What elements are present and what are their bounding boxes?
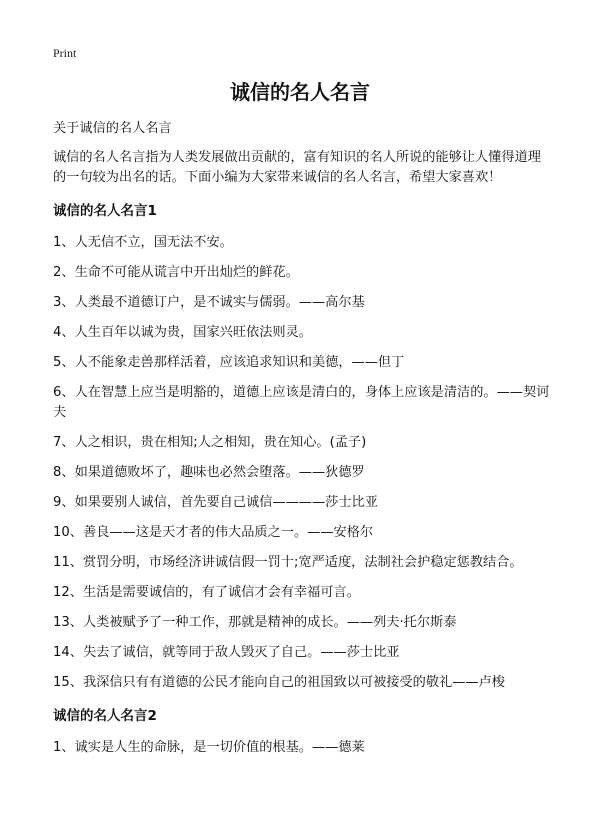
intro-paragraph: 诚信的名人名言指为人类发展做出贡献的，富有知识的名人所说的能够让人懂得道理的一句较为出名的话。下面小编为大家带来诚信的名人名言，希望大家喜欢！ [53,150,541,185]
print-link[interactable]: Print [53,46,77,60]
quote-item: 3、人类最不道德订户，是不诚实与儒弱。——高尔基 [53,295,365,310]
quote-item: 13、人类被赋予了一种工作，那就是精神的成长。——列夫·托尔斯泰 [53,615,457,630]
quote-item: 2、生命不可能从谎言中开出灿烂的鲜花。 [53,265,299,280]
quote-section-1 [53,201,553,693]
quote-item: 12、生活是需要诚信的，有了诚信才会有幸福可言。 [53,585,360,600]
quote-item: 6、人在智慧上应当是明豁的，道德上应该是清白的，身体上应该是清洁的。——契诃夫 [53,385,550,420]
quote-item: 10、善良——这是天才者的伟大品质之一。——安格尔 [53,525,374,540]
quote-item: 14、失去了诚信，就等同于敌人毁灭了自己。——莎士比亚 [53,645,400,660]
quote-item: 1、人无信不立，国无法不安。 [53,235,233,250]
article-body [53,119,553,758]
quote-item: 8、如果道德败坏了，趣味也必然会堕落。——狄德罗 [53,465,365,480]
quote-item: 15、我深信只有有道德的公民才能向自己的祖国致以可被接受的敬礼——卢梭 [53,675,505,690]
quote-list [53,233,553,693]
quote-item: 9、如果要别人诚信，首先要自己诚信————莎士比亚 [53,495,378,510]
quote-section-2 [53,706,553,758]
section-heading: 诚信的名人名言2 [53,708,157,724]
quote-item: 1、诚实是人生的命脉，是一切价值的根基。——德莱 [53,740,365,755]
quote-item: 11、赏罚分明，市场经济讲诚信假一罚十;宽严适度，法制社会护稳定惩教结合。 [53,555,523,570]
quote-item: 5、人不能象走兽那样活着，应该追求知识和美德，——但丁 [53,355,405,370]
quote-item: 7、人之相识，贵在相知;人之相知，贵在知心。(孟子) [53,435,367,450]
subtitle: 关于诚信的名人名言 [53,121,172,136]
page-title: 诚信的名人名言 [230,80,370,104]
quote-item: 4、人生百年以诚为贵，国家兴旺依法则灵。 [53,325,312,340]
quote-list [53,738,553,758]
section-heading: 诚信的名人名言1 [53,203,157,219]
